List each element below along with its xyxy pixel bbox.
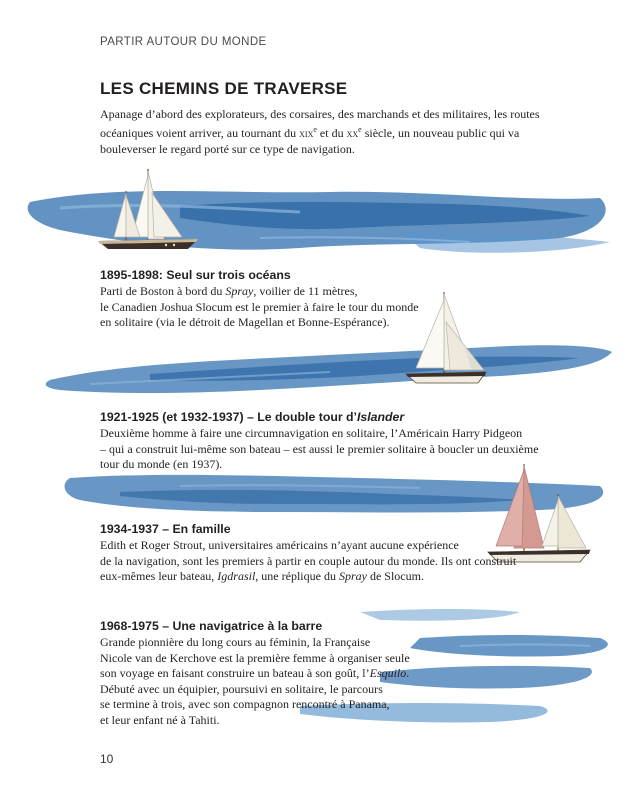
- boat-name: Islander: [356, 410, 405, 424]
- century-20: xx: [346, 126, 359, 140]
- boat-name: Esquilo: [369, 666, 407, 681]
- line-text: le Canadien Joshua Slocum est le premier à faire le tour du monde: [100, 299, 419, 314]
- section-van-de-kerchove: [100, 619, 560, 729]
- section-heading: [100, 410, 560, 424]
- section-slocum: [100, 268, 560, 331]
- page-number: 10: [100, 752, 114, 766]
- intro-text-3: siècle, un nouveau public qui va bouleverser le regard porté sur ce type de navigation.: [100, 126, 520, 156]
- line-text: , une réplique du: [255, 569, 339, 584]
- line-text: Nicole van de Kerchove est la première femme à organiser seule: [100, 650, 410, 665]
- line-text: et leur enfant né à Tahiti.: [100, 712, 220, 727]
- schooner-illustration: [86, 165, 204, 257]
- section-body: [100, 284, 560, 331]
- section-heading: 1968-1975 – Une navigatrice à la barre: [100, 619, 323, 633]
- intro-text-1: Apanage d’abord des explorateurs, des corsaires, des marchands et des militaires, les routes océaniques voient arriver, au tournant du: [100, 107, 540, 140]
- century-20-suffix: e: [358, 125, 362, 134]
- line-text: Grande pionnière du long cours au féminin, la Française: [100, 635, 371, 649]
- line-text: se termine à trois, avec son compagnon rencontré à Panama,: [100, 697, 390, 712]
- section-strout: [100, 522, 560, 585]
- line-text: de la navigation, sont les premiers à partir en couple autour du monde. Ils ont construit: [100, 553, 517, 568]
- heading-text: 1921-1925 (et 1932-1937) – Le double tour d’: [100, 410, 357, 424]
- section-pidgeon: [100, 410, 560, 473]
- intro-text-2: et du: [316, 126, 347, 140]
- section-heading: 1895-1898: Seul sur trois océans: [100, 268, 291, 282]
- century-19-suffix: e: [313, 125, 317, 134]
- line-text: , voilier de 11 mètres,: [253, 284, 358, 298]
- line-text: son voyage en faisant construire un bateau à son goût, l’: [100, 666, 370, 681]
- section-body: [100, 538, 560, 585]
- line-text: de Slocum.: [366, 569, 424, 584]
- running-header: PARTIR AUTOUR DU MONDE: [100, 36, 267, 48]
- watercolor-wave-2: [0, 322, 634, 400]
- line-text: – qui a construit lui-même son bateau – est aussi le premier solitaire à boucler un deuxième: [100, 441, 539, 456]
- line-text: Parti de Boston à bord du: [100, 284, 226, 298]
- century-19: xix: [299, 126, 314, 140]
- line-text: Débuté avec un équipier, poursuivi en solitaire, le parcours: [100, 681, 383, 696]
- section-body: [100, 426, 560, 473]
- section-body: [100, 635, 560, 729]
- intro-paragraph: [100, 106, 550, 157]
- page-title: LES CHEMINS DE TRAVERSE: [100, 79, 348, 98]
- line-text: tour du monde (en 1937).: [100, 457, 223, 472]
- line-text: eux-mêmes leur bateau,: [100, 569, 218, 584]
- line-text: .: [406, 666, 410, 681]
- line-text: Edith et Roger Strout, universitaires américains n’ayant aucune expérience: [100, 538, 459, 552]
- section-heading: 1934-1937 – En famille: [100, 522, 231, 536]
- boat-name: Spray: [338, 569, 367, 584]
- line-text: en solitaire (via le détroit de Magellan et Bonne-Espérance).: [100, 315, 390, 330]
- line-text: Deuxième homme à faire une circumnavigation en solitaire, l’Américain Harry Pidgeon: [100, 426, 523, 440]
- boat-name: Igdrasil: [217, 569, 256, 584]
- boat-name: Spray: [225, 284, 254, 298]
